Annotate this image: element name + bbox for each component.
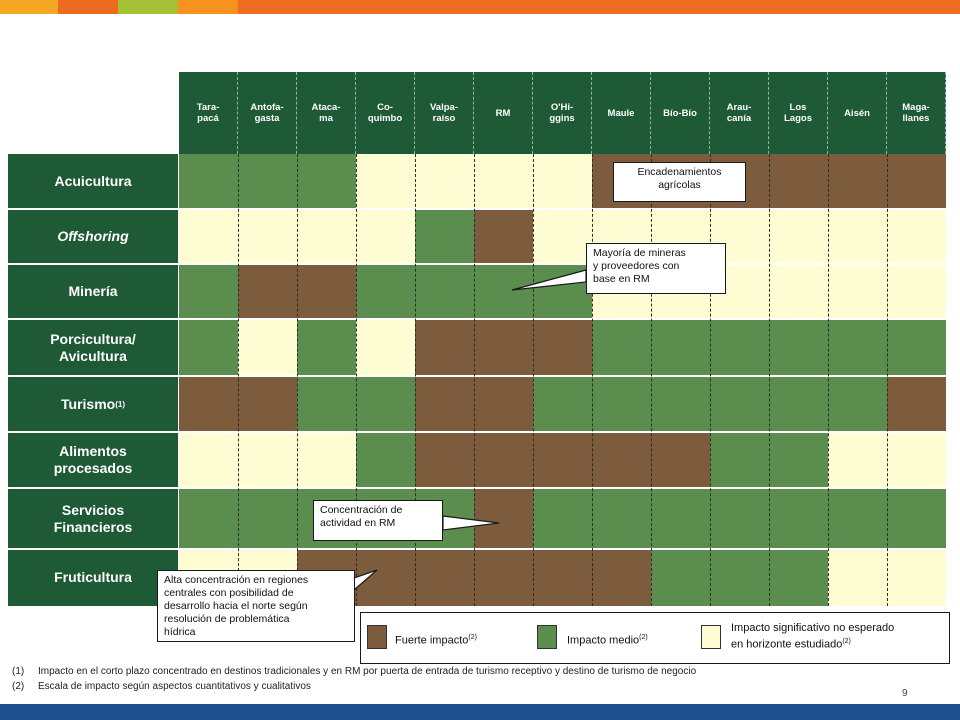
row-header-label: Acuicultura (54, 173, 132, 189)
callout-concentracion: Concentración de actividad en RM (313, 500, 443, 541)
column-header: Co- quimbo (356, 72, 415, 154)
column-header: Arau- canía (710, 72, 769, 154)
pointer-mineras (512, 270, 586, 290)
callout-alta-concentracion: Alta concentración en regiones centrales con posibilidad de desarrollo hacia el norte según resolución de problemática hídrica (157, 570, 355, 642)
legend-label-strong: Fuerte impacto$^{(2)}$ (395, 634, 477, 647)
column-header: Maga- llanes (887, 72, 946, 154)
footnote-1: (1) Impacto en el corto plazo concentrado en destinos tradicionales y en RM por puerta de entrada de turismo receptivo y destino de turismo de negocio (12, 666, 697, 677)
pointer-alta (354, 570, 377, 590)
column-header: Aisén (828, 72, 887, 154)
row-header-label: Porcicultura/ Avicultura (50, 330, 136, 364)
column-header: O'Hi- ggins (533, 72, 592, 154)
column-header: RM (474, 72, 533, 154)
column-header: Tara- pacá (179, 72, 238, 154)
column-header: Valpa- raíso (415, 72, 474, 154)
column-header: Bío-Bío (651, 72, 710, 154)
row-header-footnote-ref: (1) (115, 399, 125, 409)
legend-label-medium: Impacto medio$^{(2)}$ (567, 634, 648, 647)
callout-encadenamientos: Encadenamientos agrícolas (613, 162, 746, 202)
row-header-label: Servicios Financieros (53, 501, 133, 535)
column-header: Antofa- gasta (238, 72, 297, 154)
row-header-label: Turismo (61, 395, 116, 412)
row-header-label: Minería (68, 283, 118, 299)
column-header: Ataca- ma (297, 72, 356, 154)
legend-label-none: Impacto significativo no esperado en horizonte estudiado$^{(2)}$ (731, 622, 895, 651)
pointer-concentracion (443, 516, 499, 530)
column-header: Los Lagos (769, 72, 828, 154)
row-header-label: Fruticultura (54, 569, 132, 585)
callout-mineras: Mayoría de mineras y proveedores con base en RM (586, 243, 726, 294)
footnote-2: (2) Escala de impacto según aspectos cuantitativos y cualitativos (12, 681, 311, 692)
row-header-label: Alimentos procesados (53, 443, 133, 476)
row-header-label: Offshoring (57, 228, 129, 244)
page-number: 9 (902, 688, 908, 699)
column-header: Maule (592, 72, 651, 154)
